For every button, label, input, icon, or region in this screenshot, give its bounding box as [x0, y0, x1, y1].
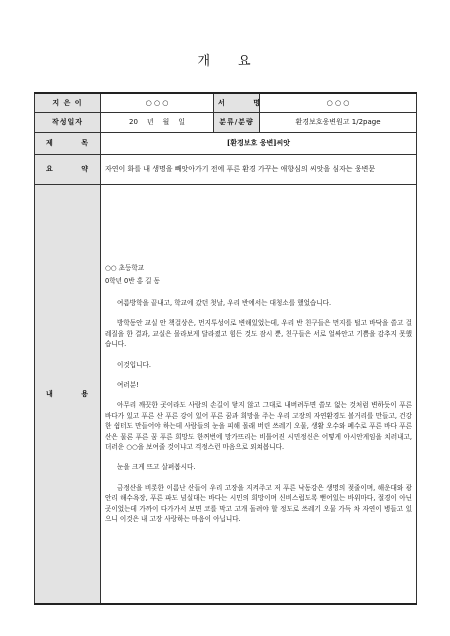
summary-row	[35, 154, 417, 184]
content-row	[35, 184, 417, 604]
speech-text	[105, 263, 412, 524]
date-month-unit: 월	[162, 118, 170, 126]
date-value	[101, 112, 214, 132]
subject-row	[35, 132, 417, 154]
page-title	[0, 50, 450, 69]
author-row	[35, 93, 417, 112]
date-year-unit: 년	[146, 118, 154, 126]
paragraph-1: 여름방학을 끝내고, 학교에 갔던 첫날, 우리 반에서는 대청소를 했었습니다.	[117, 298, 332, 307]
paragraph-2: 방학동안 교실 안 책걸상은, 먼지투성이로 변해있었는데, 우리 반 친구들은 먼지를 털고 바닥을 쓸고 걸레질을 한 결과, 교실은 몰라보게 달라졌고 힘든 것도 잠시 뿐, 친구들은 서로 얼싸안고 기쁨을 감추지 못했습니다.	[105, 319, 412, 349]
info-form-table	[34, 92, 417, 605]
paragraph-5: 아무리 깨끗한 곳이라도 사람의 손길이 닿지 않고 그대로 내버려두면 쓸모 없는 것처럼 변하듯이 푸른 바다가 있고 푸른 산 푸른 강이 있어 푸른 꿈과 희망을 주는 우리 고장의 자연환경도 볼거리를 만들고, 건강한 쉼터도 만들어야 하는데 사람들의 눈을 피해 몰래 버린 쓰레기 오물, 생활 오수와 폐수로 푸른 바다 푸른 산은 물론 푸른 꿈 푸른 희망도 한꺼번에 망가뜨리는 비틀어진 시민정신은 어떻게 아시안게임을 치러내고, 더러운 ○○을 보여줄 것이냐고 걱정스런 마음으로 외쳐봅니다.	[105, 401, 412, 451]
page-title-left: 개	[197, 54, 212, 69]
date-row	[35, 112, 417, 132]
paragraph-7: 금정산을 비롯한 이름난 산들이 우리 고장을 지켜주고 저 푸른 낙동강은 생명의 젖줄이며, 해운대와 광안리 해수욕장, 푸른 파도 넘실대는 바다는 시민의 희망이며 신비스럽도록 뻗어있는 바위마다, 절경이 아닌 곳이었는데 가까이 다가가서 보면 코를 막고 고개 돌려야 할 정도로 쓰레기 오물 가득 차 자연이 병들고 있으니 이것은 내 고장 사랑하는 마음이 아닙니다.	[105, 483, 412, 523]
subject-value: [환경보호 웅변]씨앗	[101, 132, 417, 154]
signature-label: 서 명	[214, 93, 260, 112]
date-label: 작성일자	[35, 112, 101, 132]
student-name: 0학년 0반 홍 길 동	[105, 276, 160, 285]
category-label: 분류/분량	[214, 112, 260, 132]
author-label: 지 은 이	[35, 93, 101, 112]
summary-label: 요 약	[35, 154, 101, 184]
paragraph-3: 이것입니다.	[117, 360, 151, 369]
subject-label: 제 목	[35, 132, 101, 154]
date-day-unit: 일	[178, 118, 185, 126]
paragraph-6: 눈을 크게 뜨고 살펴봅시다.	[117, 463, 196, 472]
date-year: 20	[129, 118, 138, 126]
paragraph-4: 여러분!	[117, 380, 139, 389]
content-body	[101, 184, 417, 604]
summary-value: 자연이 화를 내 생명을 빼앗아가기 전에 푸른 환경 가꾸는 애향심의 씨앗을 심자는 웅변문	[101, 154, 417, 184]
page-title-right: 요	[238, 54, 253, 69]
school-name: ○○ 초등학교	[105, 264, 145, 273]
signature-value: ○ ○ ○	[260, 93, 417, 112]
author-value: ○ ○ ○	[101, 93, 214, 112]
category-value: 환경보호웅변원고 1/2page	[260, 112, 417, 132]
content-label: 내 용	[35, 184, 101, 604]
